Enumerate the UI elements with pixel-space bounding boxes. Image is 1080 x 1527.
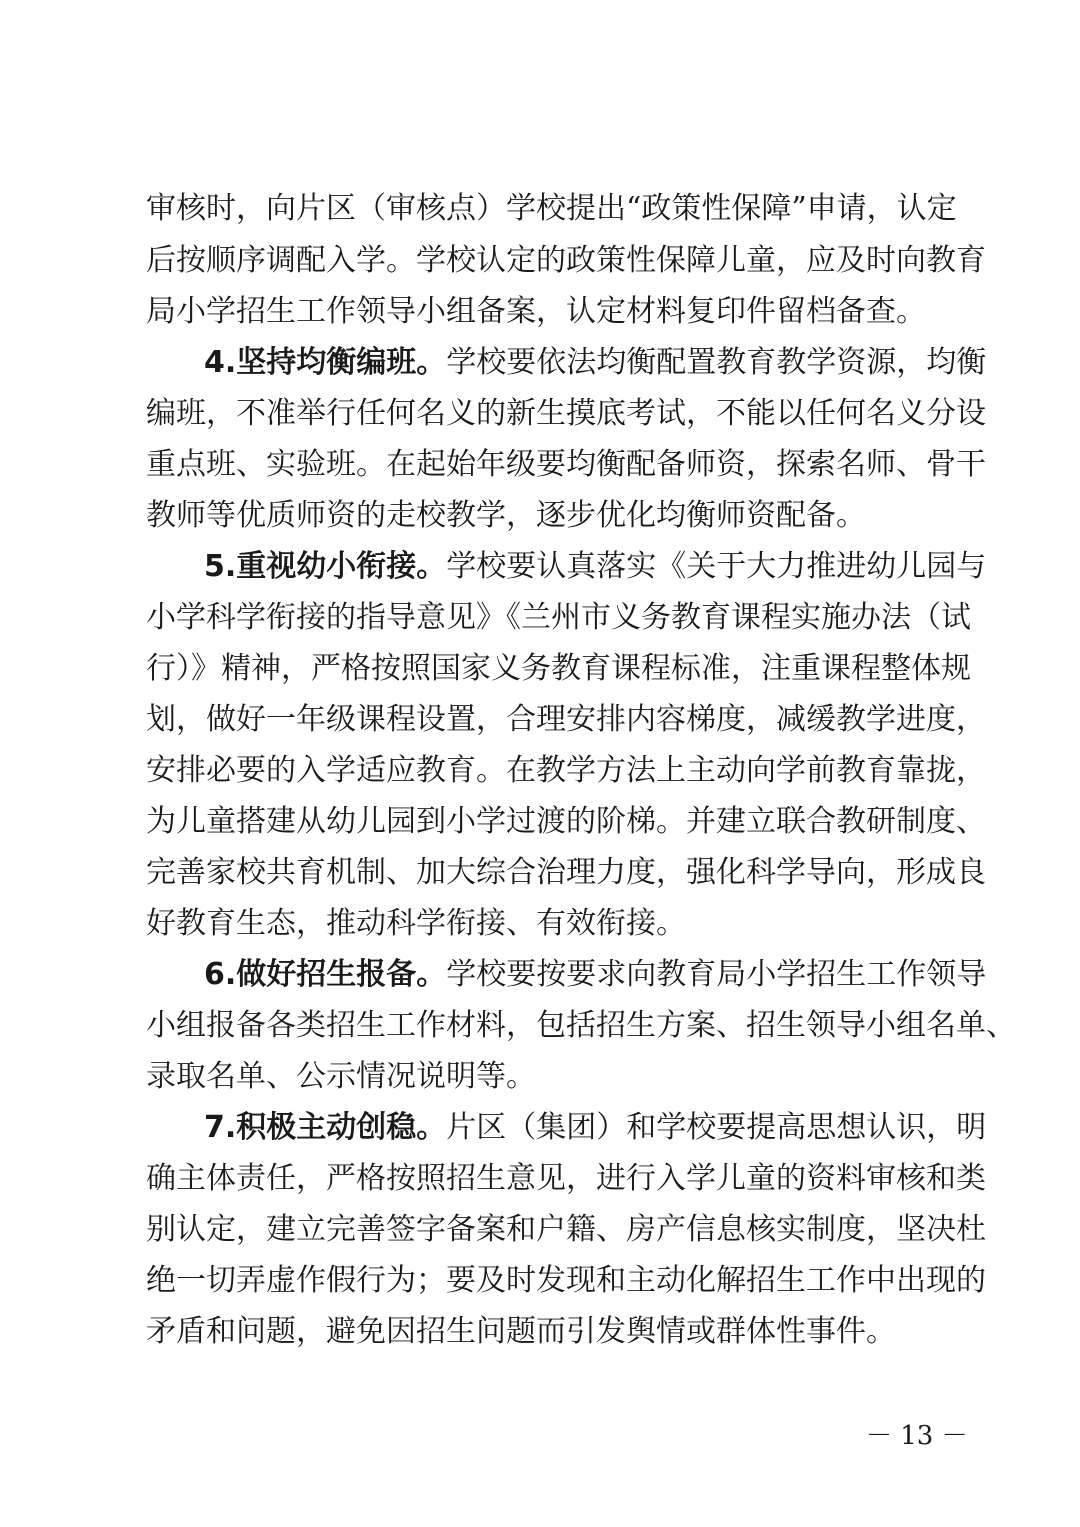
paragraph-line: 完善家校共育机制、加大综合治理力度，强化科学导向，形成良 [146,855,986,890]
section-5-text: 学校要认真落实《关于大力推进幼儿园与 [446,549,987,584]
section-4-text: 学校要依法均衡配置教育教学资源，均衡 [446,345,987,380]
paragraph-line: 录取名单、公示情况说明等。 [146,1059,536,1094]
paragraph-line: 审核时，向片区（审核点）学校提出“政策性保障”申请，认定 [146,191,957,226]
section-6-heading: 6.做好招生报备。 [204,957,447,992]
paragraph-line: 编班，不准举行任何名义的新生摸底考试，不能以任何名义分设 [146,396,986,431]
section-5-heading: 5.重视幼小衔接。 [204,549,447,584]
paragraph-line: 划，做好一年级课程设置，合理安排内容梯度，减缓教学进度， [146,702,986,737]
section-5-first-line [204,541,987,593]
section-6-first-line [204,949,987,1001]
paragraph-line: 矛盾和问题，避免因招生问题而引发舆情或群体性事件。 [146,1314,896,1349]
paragraph-line: 教师等优质师资的走校教学，逐步优化均衡师资配备。 [146,498,866,533]
section-4-first-line [204,337,987,389]
paragraph-line: 后按顺序调配入学。学校认定的政策性保障儿童，应及时向教育 [146,243,986,278]
section-7-text: 片区（集团）和学校要提高思想认识，明 [446,1110,987,1145]
paragraph-line: 小学科学衔接的指导意见》《兰州市义务教育课程实施办法（试 [146,600,971,635]
section-6-text: 学校要按要求向教育局小学招生工作领导 [446,957,987,992]
page-number: － 13 － [866,1421,968,1451]
paragraph-line: 别认定，建立完善签字备案和户籍、房产信息核实制度，坚决杜 [146,1212,986,1247]
paragraph-line: 绝一切弄虚作假行为；要及时发现和主动化解招生工作中出现的 [146,1263,986,1298]
paragraph-line: 行）》精神，严格按照国家义务教育课程标准，注重课程整体规 [146,651,971,686]
paragraph-line: 好教育生态，推动科学衔接、有效衔接。 [146,906,686,941]
section-4-heading: 4.坚持均衡编班。 [204,345,447,380]
paragraph-line: 安排必要的入学适应教育。在教学方法上主动向学前教育靠拢， [146,753,986,788]
section-7-first-line [204,1102,987,1154]
paragraph-line: 确主体责任，严格按照招生意见，进行入学儿童的资料审核和类 [146,1161,986,1196]
paragraph-line: 局小学招生工作领导小组备案，认定材料复印件留档备查。 [146,294,926,329]
paragraph-line: 小组报备各类招生工作材料，包括招生方案、招生领导小组名单、 [146,1008,1016,1043]
paragraph-line: 重点班、实验班。在起始年级要均衡配备师资，探索名师、骨干 [146,447,986,482]
section-7-heading: 7.积极主动创稳。 [204,1110,447,1145]
paragraph-line: 为儿童搭建从幼儿园到小学过渡的阶梯。并建立联合教研制度、 [146,804,986,839]
